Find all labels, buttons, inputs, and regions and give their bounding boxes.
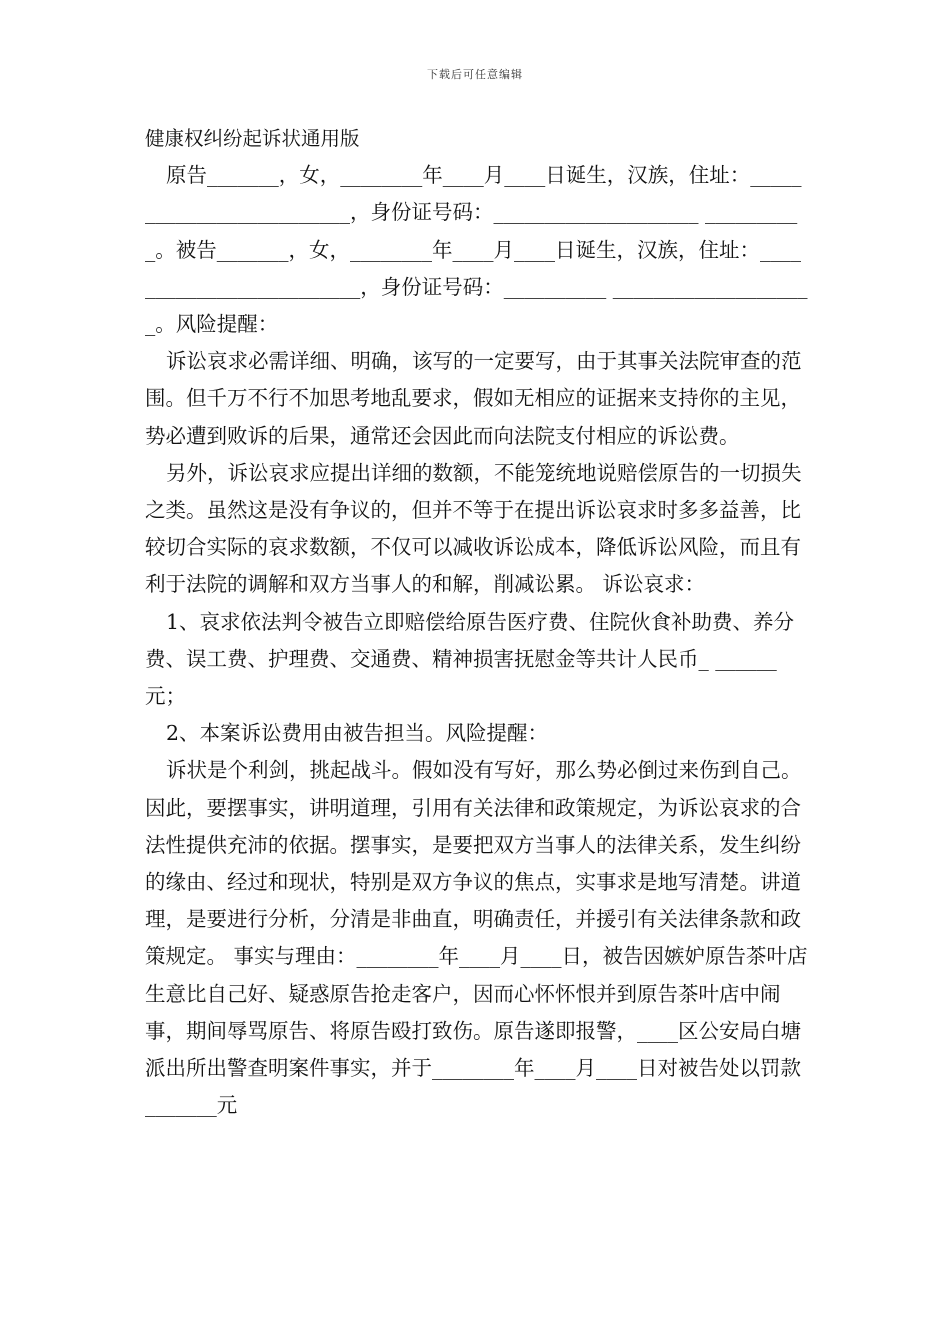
paragraph-claim-item-1: 1、哀求依法判令被告立即赔偿给原告医疗费、住院伙食补助费、养分费、误工费、护理费、交通费、精神损害抚慰金等共计人民币_ ______元；	[145, 609, 795, 709]
page-header-note: 下载后可任意编辑	[427, 68, 523, 81]
document-title: 健康权纠纷起诉状通用版	[145, 127, 360, 150]
paragraph-claim-notice: 诉讼哀求必需详细、明确，该写的一定要写，由于其事关法院审查的范围。但千万不行不加思考地乱要求，假如无相应的证据来支持你的主见，势必遭到败诉的后果，通常还会因此而向法院支付相应的诉讼费。	[145, 349, 802, 448]
paragraph-parties: 原告_______，女，________年____月____日诞生，汉族，住址：_________________________，身份证号码：____________________ __________。被告_______，女，________年____月____日诞生，汉族，住址：_________________________，身份证号码：__________ ____________________。风险提醒：	[145, 163, 808, 337]
paragraph-facts-and-reasons: 诉状是个利剑，挑起战斗。假如没有写好，那么势必倒过来伤到自己。因此，要摆事实，讲明道理，引用有关法律和政策规定，为诉讼哀求的合法性提供充沛的依据。摆事实，是要把双方当事人的法律关系，发生纠纷的缘由、经过和现状，特别是双方争议的焦点，实事求是地写清楚。讲道理，是要进行分析，分清是非曲直，明确责任，并援引有关法律条款和政策规定。 事实与理由：________年____月____日，被告因嫉妒原告茶叶店生意比自己好、疑惑原告抢走客户，因而心怀怀恨并到原告茶叶店中闹事，期间辱骂原告、将原告殴打致伤。原告遂即报警，____区公安局白塘派出所出警查明案件事实，并于________年____月____日对被告处以罚款_______元	[145, 758, 808, 1118]
document-body	[145, 120, 810, 1124]
paragraph-claim-amount-notice: 另外，诉讼哀求应提出详细的数额，不能笼统地说赔偿原告的一切损失之类。虽然这是没有争议的，但并不等于在提出诉讼哀求时多多益善，比较切合实际的哀求数额，不仅可以减收诉讼成本，降低诉讼风险，而且有利于法院的调解和双方当事人的和解，削减讼累。 诉讼哀求：	[145, 460, 802, 597]
paragraph-claim-item-2: 2、本案诉讼费用由被告担当。风险提醒：	[166, 721, 549, 746]
